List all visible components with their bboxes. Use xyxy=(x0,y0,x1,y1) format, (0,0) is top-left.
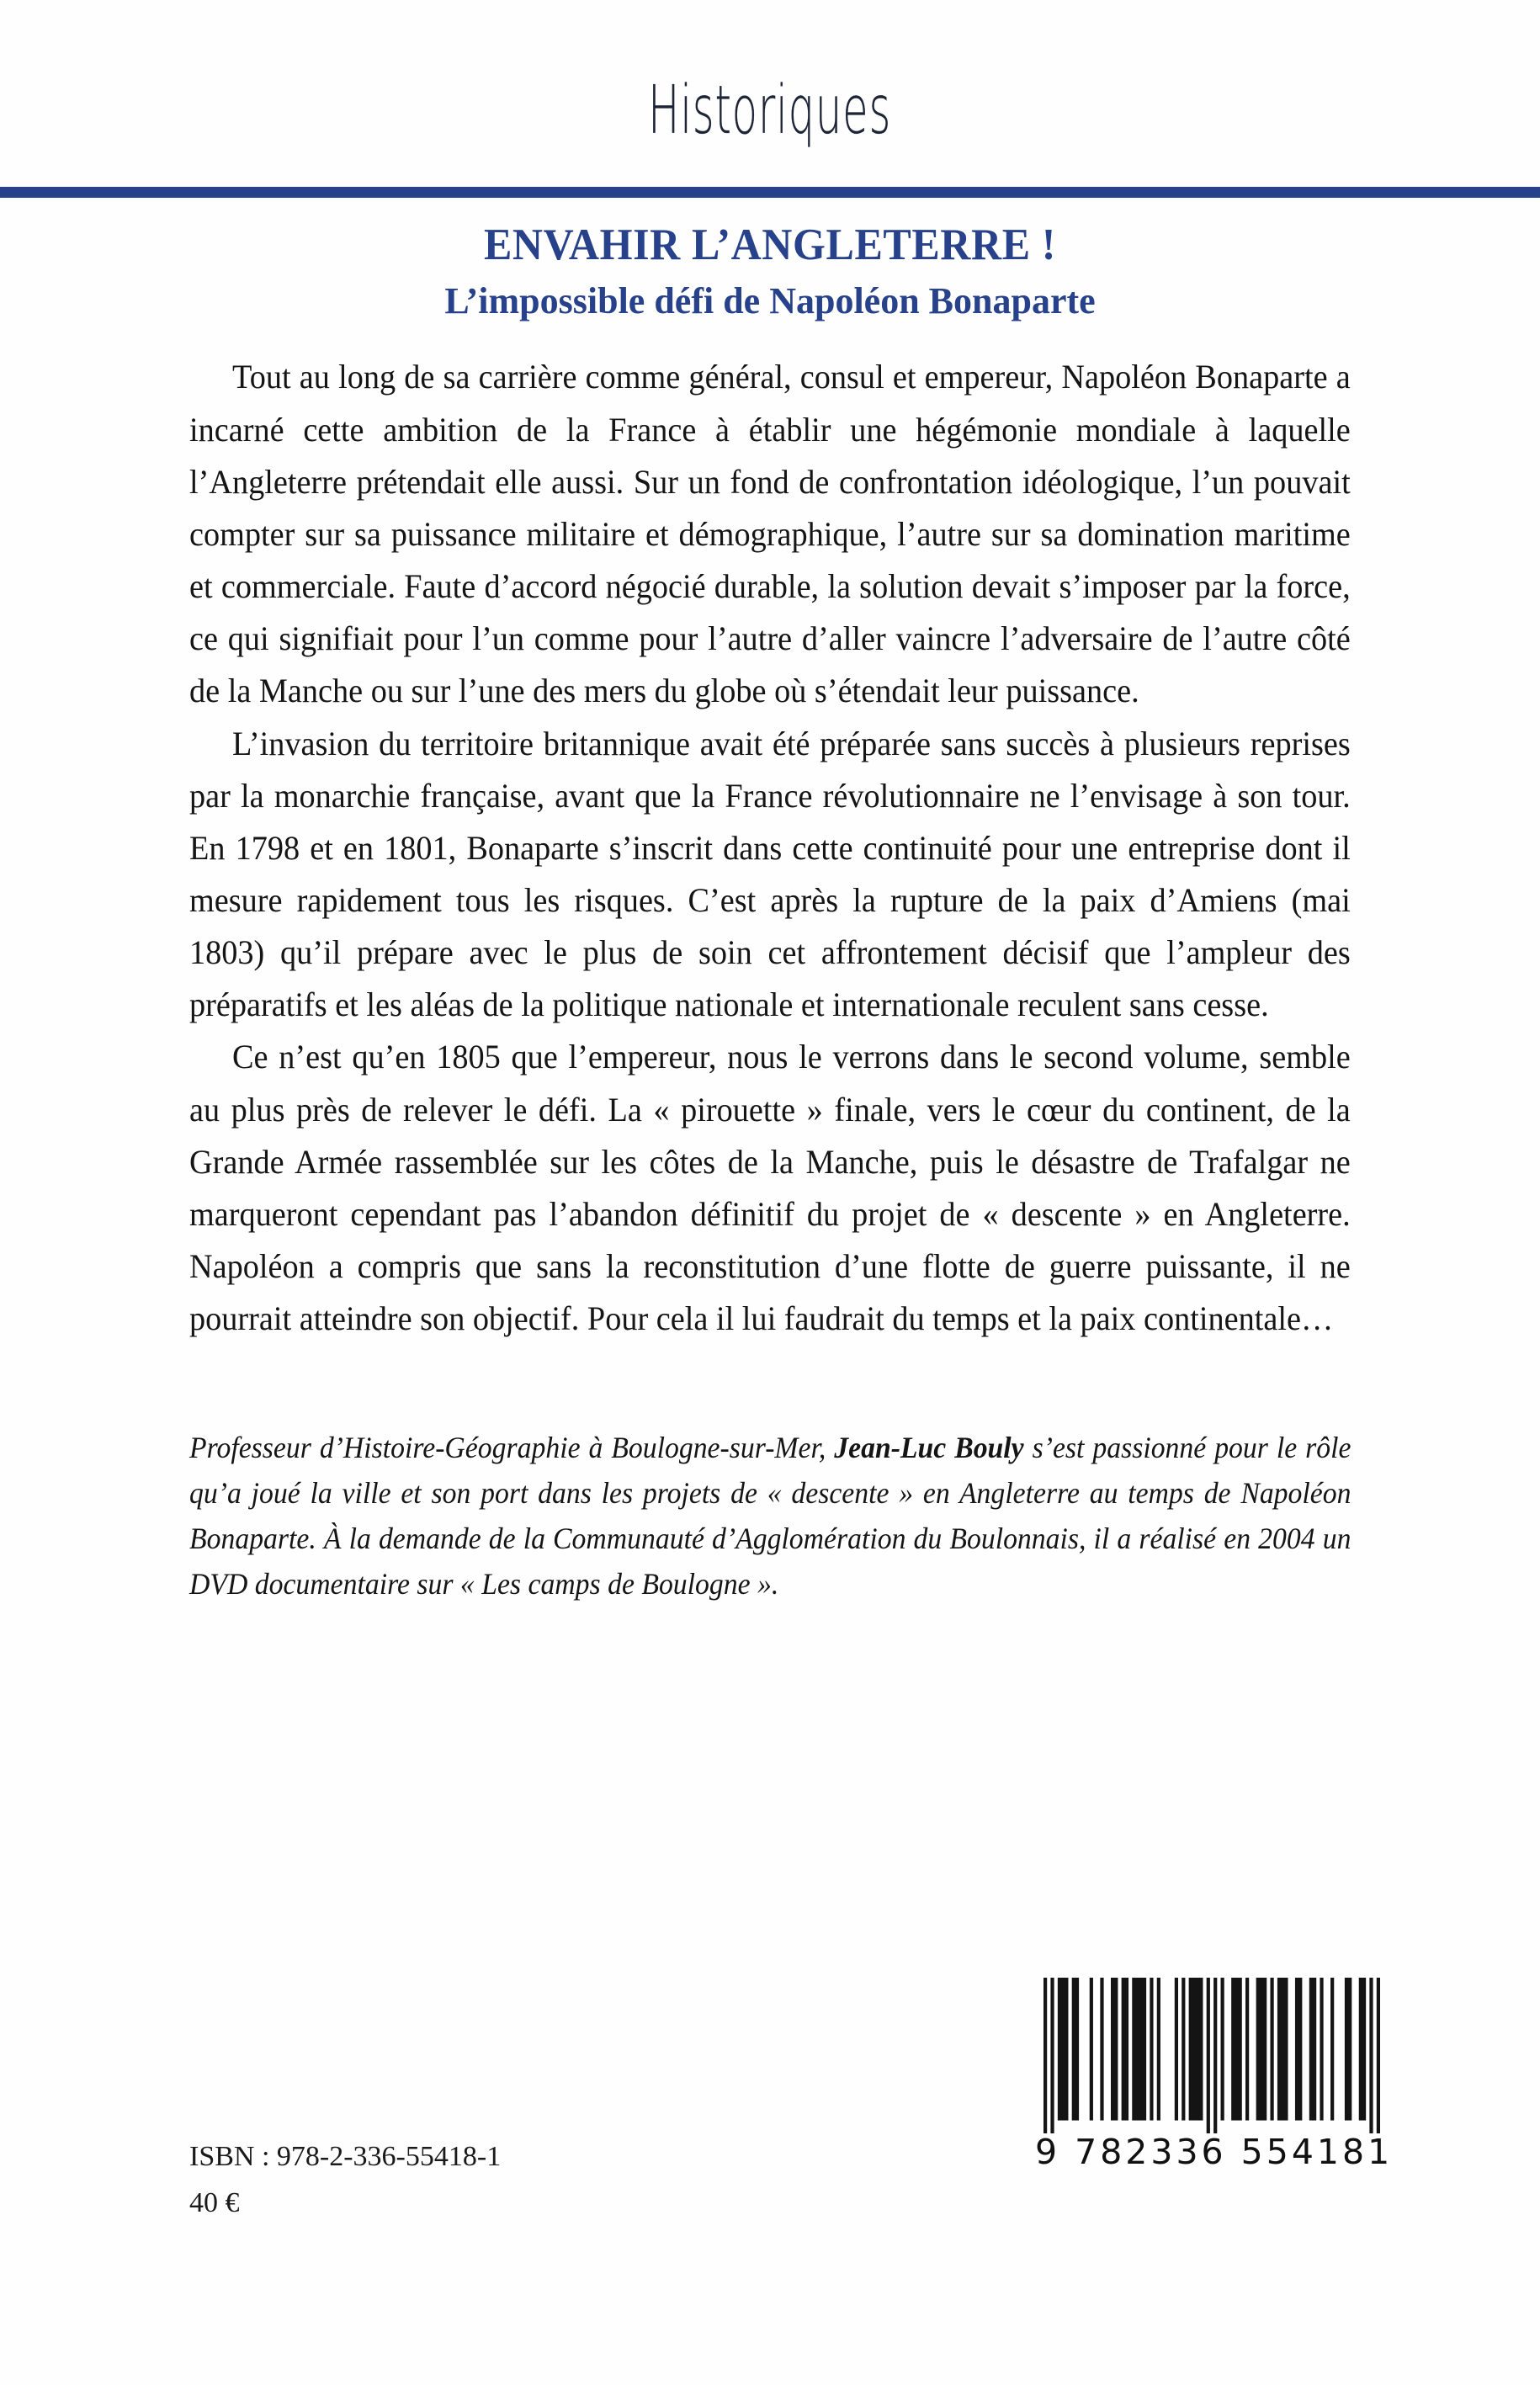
author-name: Jean-Luc Bouly xyxy=(834,1431,1024,1465)
barcode-digits: 9 782336 554181 xyxy=(1035,2132,1394,2172)
isbn-price-block xyxy=(189,2133,501,2226)
barcode xyxy=(1035,1978,1394,2172)
book-subtitle: L’impossible défi de Napoléon Bonaparte xyxy=(444,279,1096,321)
cover-content xyxy=(189,220,1351,1607)
blurb-paragraph: Ce n’est qu’en 1805 que l’empereur, nous le verrons dans le second volume, semble au plus près de relever le défi. La « pirouette » finale, vers le cœur du continent, de la Grande Armée rassemblée sur les côtes de la Manche, puis le désastre de Trafalgar ne marqueront cependant pas l’abandon définitif du projet de « descente » en Angleterre. Napoléon a compris que sans la reconstitution d’une flotte de guerre puissante, il ne pourrait atteindre son objectif. Pour cela il lui faudrait du temps et la paix continentale… xyxy=(189,1038,1351,1338)
isbn-text: ISBN : 978-2-336-55418-1 xyxy=(189,2141,502,2172)
bio-text-after-name: s’est passionné pour le rôle qu’a joué la ville et son port dans les projets de « descente » en Angleterre au temps de Napoléon Bonaparte. À la demande de la Communauté d’Agglomération du Boulonnais, il a réalisé en 2004 un DVD documentaire sur « Les camps de Boulogne ». xyxy=(189,1431,1351,1602)
blurb-paragraph: Tout au long de sa carrière comme général, consul et empereur, Napoléon Bonaparte a incarné cette ambition de la France à établir une hégémonie mondiale à laquelle l’Angleterre prétendait elle aussi. Sur un fond de confrontation idéologique, l’un pouvait compter sur sa puissance militaire et démographique, l’autre sur sa domination maritime et commerciale. Faute d’accord négocié durable, la solution devait s’imposer par la force, ce qui signifiait pour l’un comme pour l’autre d’aller vaincre l’adversaire de l’autre côté de la Manche ou sur l’une des mers du globe où s’étendait leur puissance. xyxy=(189,358,1351,710)
author-bio-paragraph xyxy=(189,1426,1351,1607)
collection-header xyxy=(0,0,1540,189)
collection-name: Historiques xyxy=(648,70,892,150)
book-title: ENVAHIR L’ANGLETERRE ! xyxy=(483,219,1057,269)
bio-text-before-name: Professeur d’Histoire-Géographie à Boulogne-sur-Mer, xyxy=(189,1431,835,1465)
blurb-text xyxy=(189,351,1351,1345)
barcode-bars-icon xyxy=(1043,1978,1380,2133)
author-bio xyxy=(189,1426,1351,1607)
title-block xyxy=(189,220,1351,322)
divider-rule-top xyxy=(0,187,1540,198)
cover-footer xyxy=(189,2070,1394,2281)
blurb-paragraph: L’invasion du territoire britannique avait été préparée sans succès à plusieurs reprises par la monarchie française, avant que la France révolutionnaire ne l’envisage à son tour. En 1798 et en 1801, Bonaparte s’inscrit dans cette continuité pour une entreprise dont il mesure rapidement tous les risques. C’est après la rupture de la paix d’Amiens (mai 1803) qu’il prépare avec le plus de soin cet affrontement décisif que l’ampleur des préparatifs et les aléas de la politique nationale et internationale reculent sans cesse. xyxy=(189,724,1351,1024)
price-text: 40 € xyxy=(189,2187,240,2219)
